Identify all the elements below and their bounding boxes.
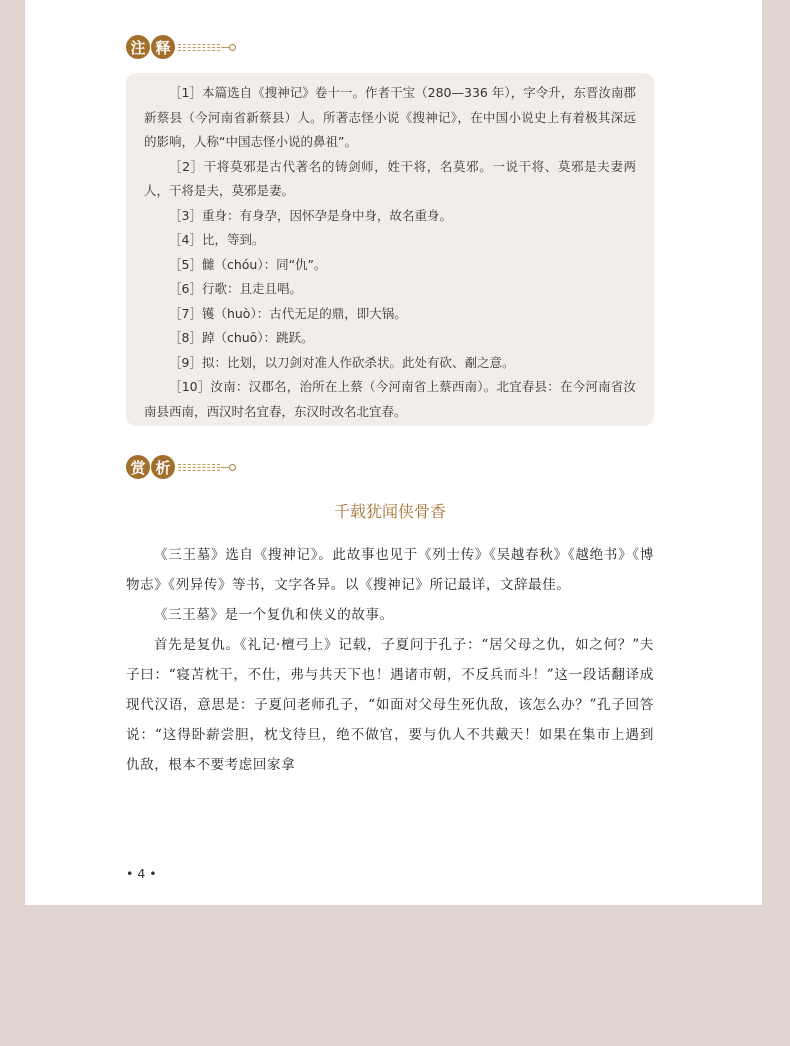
note-item: ［10］汝南：汉郡名，治所在上蔡（今河南省上蔡西南）。北宜春县：在今河南省汝南县西南，西汉时名宜春，东汉时改名北宜春。 bbox=[144, 379, 636, 419]
header-ornament bbox=[178, 44, 236, 51]
header-ornament bbox=[178, 464, 236, 471]
note-item: ［7］镬（huò）：古代无足的鼎，即大锅。 bbox=[169, 305, 407, 321]
notes-header-char-2: 释 bbox=[151, 35, 175, 59]
analysis-header-char-2: 析 bbox=[151, 455, 175, 479]
analysis-section-header bbox=[126, 454, 236, 480]
note-item: ［2］干将莫邪是古代著名的铸剑师，姓干将，名莫邪。一说干将、莫邪是夫妻两人，干将是夫，莫邪是妻。 bbox=[144, 158, 636, 198]
book-page bbox=[25, 0, 762, 905]
body-paragraph: 《三王墓》选自《搜神记》。此故事也见于《列士传》《吴越春秋》《越绝书》《博物志》《列异传》等书，文字各异。以《搜神记》所记最详，文辞最佳。 bbox=[126, 547, 654, 593]
notes-section-header bbox=[126, 34, 236, 60]
analysis-header-char-1: 赏 bbox=[126, 455, 150, 479]
note-item: ［3］重身：有身孕，因怀孕是身中身，故名重身。 bbox=[169, 207, 452, 223]
body-paragraph: 《三王墓》是一个复仇和侠义的故事。 bbox=[154, 607, 394, 623]
essay-body bbox=[126, 540, 654, 780]
essay-title: 千载犹闻侠骨香 bbox=[333, 502, 446, 521]
note-item: ［4］比，等到。 bbox=[169, 232, 265, 247]
note-item: ［5］雠（chóu）：同“仇”。 bbox=[169, 256, 327, 272]
notes-box bbox=[126, 73, 654, 426]
body-paragraph: 首先是复仇。《礼记·檀弓上》记载，子夏问于孔子：“居父母之仇，如之何？”夫子曰：“寝苫枕干，不仕，弗与共天下也！遇诸市朝，不反兵而斗！”这一段话翻译成现代汉语，意思是：子夏问老师孔子，“如面对父母生死仇敌，该怎么办？”孔子回答说：“这得卧薪尝胆，枕戈待旦，绝不做官，要与仇人不共戴天！如果在集市上遇到仇敌，根本不要考虑回家拿 bbox=[126, 637, 654, 773]
note-item: ［9］拟：比划，以刀剑对准人作砍杀状。此处有砍、劀之意。 bbox=[169, 354, 515, 370]
note-item: ［8］踔（chuō）：跳跃。 bbox=[169, 330, 314, 345]
note-item: ［6］行歌：且走且唱。 bbox=[169, 281, 302, 296]
notes-header-char-1: 注 bbox=[126, 35, 150, 59]
page-number: • 4 • bbox=[126, 866, 157, 881]
note-item: ［1］本篇选自《搜神记》卷十一。作者干宝（280—336 年），字令升，东晋汝南郡新蔡县（今河南省新蔡县）人。所著志怪小说《搜神记》，在中国小说史上有着极其深远的影响，人称“中国志怪小说的鼻祖”。 bbox=[144, 85, 636, 149]
